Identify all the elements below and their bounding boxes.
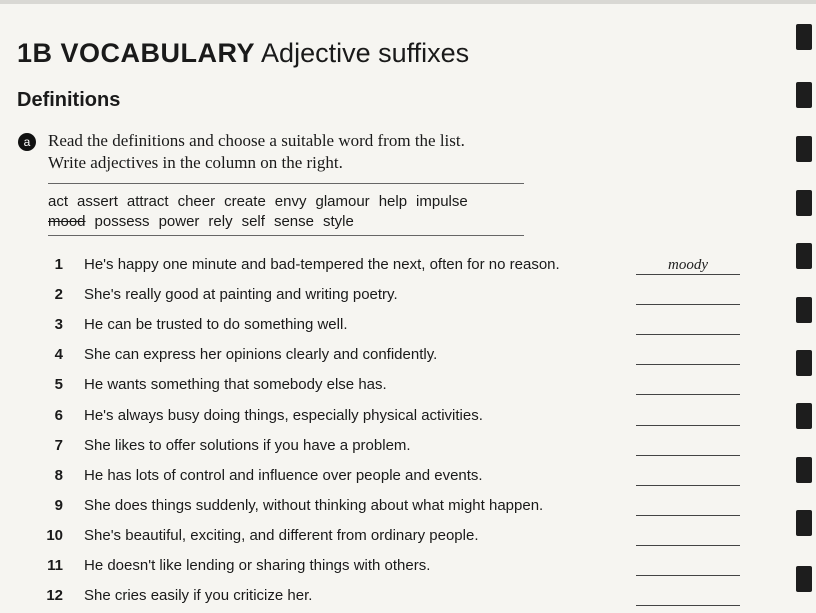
top-border-line	[0, 0, 816, 4]
word-list-item: possess	[94, 213, 150, 230]
section-heading: Definitions	[17, 89, 121, 111]
definition-item	[0, 346, 796, 370]
item-number: 3	[54, 316, 63, 333]
item-definition: She's really good at painting and writing poetry.	[84, 286, 398, 303]
word-list-row-1	[48, 193, 477, 210]
word-list-item: envy	[274, 193, 307, 210]
item-number: 10	[46, 527, 63, 544]
answer-field[interactable]	[636, 437, 740, 456]
definition-item	[0, 256, 796, 280]
word-list-item: self	[241, 213, 265, 230]
word-list-item: style	[322, 213, 354, 230]
item-definition: He's always busy doing things, especially physical activities.	[84, 407, 483, 424]
item-number: 4	[54, 346, 63, 363]
answer-field[interactable]	[636, 557, 740, 576]
instruction-line-1: Read the definitions and choose a suitable word from the list.	[48, 131, 465, 150]
word-list-item: impulse	[416, 193, 468, 210]
answer-field[interactable]	[636, 316, 740, 335]
item-number: 2	[54, 286, 63, 303]
item-definition: She's beautiful, exciting, and different from ordinary people.	[84, 527, 479, 544]
unit-code: 1B VOCABULARY	[17, 38, 256, 68]
item-number: 5	[54, 376, 63, 393]
unit-title: Adjective suffixes	[261, 38, 470, 68]
answer-field[interactable]	[636, 527, 740, 546]
item-definition: She can express her opinions clearly and confidently.	[84, 346, 438, 363]
answer-field[interactable]	[636, 376, 740, 395]
answer-field[interactable]	[636, 497, 740, 516]
item-number: 9	[54, 497, 63, 514]
item-definition: He can be trusted to do something well.	[84, 316, 348, 333]
definition-item	[0, 497, 796, 521]
item-definition: She does things suddenly, without thinking about what might happen.	[84, 497, 544, 514]
exercise-instructions	[48, 130, 465, 174]
word-box-top-rule	[48, 183, 524, 184]
definition-item	[0, 467, 796, 491]
answer-field[interactable]	[636, 587, 740, 606]
word-list-item: glamour	[315, 193, 370, 210]
word-list-item: act	[48, 193, 69, 210]
word-list-item: attract	[126, 193, 169, 210]
definition-item	[0, 316, 796, 340]
item-definition: She likes to offer solutions if you have a problem.	[84, 437, 411, 454]
word-list-item: assert	[77, 193, 118, 210]
word-list-item: help	[378, 193, 408, 210]
item-number: 7	[54, 437, 63, 454]
item-definition: He's happy one minute and bad-tempered the next, often for no reason.	[84, 256, 560, 273]
item-number: 1	[54, 256, 63, 273]
answer-field[interactable]	[636, 346, 740, 365]
definition-item	[0, 407, 796, 431]
exercise-badge: a	[18, 133, 36, 151]
item-definition: She cries easily if you criticize her.	[84, 587, 313, 604]
item-definition: He wants something that somebody else has.	[84, 376, 387, 393]
answer-field[interactable]	[636, 467, 740, 486]
answer-field[interactable]	[636, 286, 740, 305]
word-list-item: sense	[273, 213, 314, 230]
word-list-item: create	[224, 193, 266, 210]
item-number: 12	[46, 587, 63, 604]
word-box-bottom-rule	[48, 235, 524, 236]
instruction-line-2: Write adjectives in the column on the right.	[48, 153, 343, 172]
word-list-item: cheer	[177, 193, 216, 210]
definition-item	[0, 286, 796, 310]
word-list-row-2	[48, 213, 363, 230]
definition-item	[0, 557, 796, 581]
definition-item	[0, 527, 796, 551]
definition-item	[0, 376, 796, 400]
page-title	[17, 38, 469, 69]
item-definition: He doesn't like lending or sharing things with others.	[84, 557, 431, 574]
answer-field[interactable]	[636, 407, 740, 426]
item-number: 11	[47, 557, 63, 574]
item-definition: He has lots of control and influence over people and events.	[84, 467, 483, 484]
word-list-item: rely	[208, 213, 233, 230]
word-list-item: power	[158, 213, 200, 230]
item-number: 6	[54, 407, 63, 424]
word-list-item: mood	[48, 213, 86, 230]
definition-item	[0, 437, 796, 461]
definition-item	[0, 587, 796, 611]
answer-field[interactable]	[636, 256, 740, 275]
item-number: 8	[54, 467, 63, 484]
